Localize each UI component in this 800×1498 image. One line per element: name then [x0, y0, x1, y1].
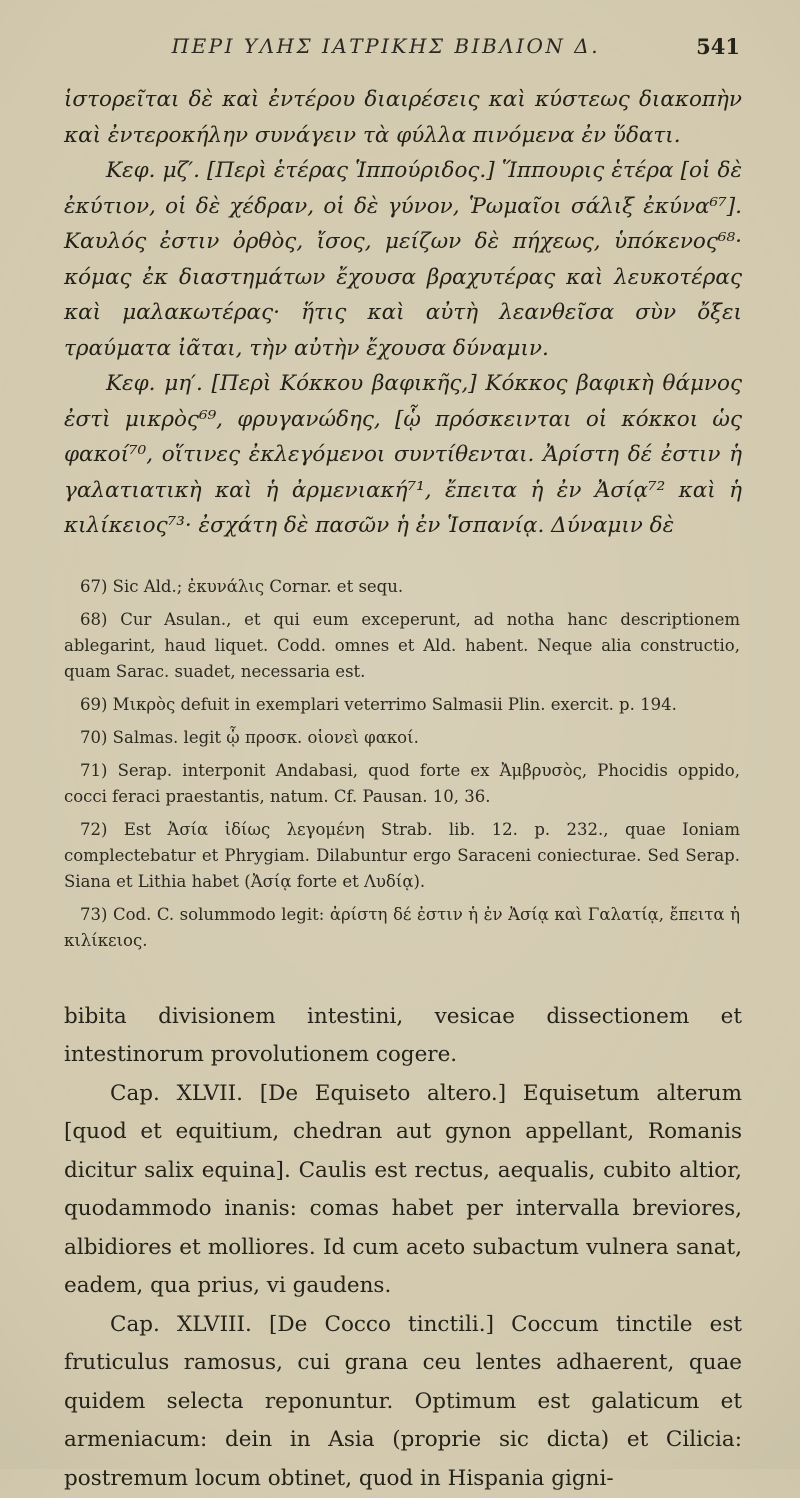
footnote-73: 73) Cod. C. solummodo legit: ἀρίστη δέ ἐστιν ἡ ἐν Ἀσίᾳ καὶ Γαλατίᾳ, ἔπειτα ἡ κιλίκειος.: [64, 902, 740, 954]
latin-paragraph-chapter-47: Cap. XLVII. [De Equiseto altero.] Equisetum alterum [quod et equitium, chedran aut gynon appellant, Romanis dicitur salix equina]. Caulis est rectus, aequalis, cubito altior, quodammodo inanis: comas habet per intervalla breviores, albidiores et molliores. Id cum aceto subactum vulnera sanat, eadem, qua prius, vi gaudens.: [64, 1075, 742, 1306]
footnote-69: 69) Μικρὸς defuit in exemplari veterrimo Salmasii Plin. exercit. p. 194.: [64, 692, 740, 718]
page-header: [64, 34, 742, 68]
greek-paragraph-chapter-48: Κεφ. μη′. [Περὶ Κόκκου βαφικῆς,] Κόκκος βαφικὴ θάμνος ἐστὶ μικρὸς⁶⁹, φρυγανώδης, [ᾧ πρόσκεινται οἱ κόκκοι ὡς φακοί⁷⁰, οἵτινες ἐκλεγόμενοι συντίθενται. Ἀρίστη δέ ἐστιν ἡ γαλατιατικὴ καὶ ἡ ἀρμενιακή⁷¹, ἔπειτα ἡ ἐν Ἀσίᾳ⁷² καὶ ἡ κιλίκειος⁷³· ἐσχάτη δὲ πασῶν ἡ ἐν Ἱσπανίᾳ. Δύναμιν δὲ: [64, 366, 742, 544]
footnote-67: 67) Sic Ald.; ἐκυνάλις Cornar. et sequ.: [64, 574, 740, 600]
greek-text-section: [64, 82, 742, 544]
latin-text-section: [64, 998, 742, 1498]
greek-paragraph-chapter-47: Κεφ. μζ′. [Περὶ ἑτέρας Ἱππούριδος.] Ἵππουρις ἑτέρα [οἱ δὲ ἐκύτιον, οἱ δὲ χέδραν, οἱ δὲ γύνον, Ῥωμαῖοι σάλιξ ἐκύνα⁶⁷]. Καυλός ἐστιν ὀρθὸς, ἴσος, μείζων δὲ πήχεως, ὑπόκενος⁶⁸· κόμας ἐκ διαστημάτων ἔχουσα βραχυτέρας καὶ λευκοτέρας καὶ μαλακωτέρας· ἥτις καὶ αὐτὴ λεανθεῖσα σὺν ὄξει τραύματα ἰᾶται, τὴν αὐτὴν ἔχουσα δύναμιν.: [64, 153, 742, 366]
footnote-72: 72) Est Ἀσία ἰδίως λεγομένη Strab. lib. 12. p. 232., quae Ioniam complectebatur et Phrygiam. Dilabuntur ergo Saraceni coniecturae. Sed Serap. Siana et Lithia habet (Ἀσίᾳ forte et Λυδίᾳ).: [64, 817, 740, 895]
footnote-68: 68) Cur Asulan., et qui eum exceperunt, ad notha hanc descriptionem ablegarint, haud liquet. Codd. omnes et Ald. habent. Neque alia constructio, quam Sarac. suadet, necessaria est.: [64, 607, 740, 685]
greek-paragraph-continuation: ἱστορεῖται δὲ καὶ ἐντέρου διαιρέσεις καὶ κύστεως διακοπὴν καὶ ἐντεροκήλην συνάγειν τὰ φύλλα πινόμενα ἐν ὕδατι.: [64, 82, 742, 153]
latin-paragraph-continuation: bibita divisionem intestini, vesicae dissectionem et intestinorum provolutionem cogere.: [64, 998, 742, 1075]
latin-paragraph-chapter-48: Cap. XLVIII. [De Cocco tinctili.] Coccum tinctile est fruticulus ramosus, cui grana ceu lentes adhaerent, quae quidem selecta reponuntur. Optimum est galaticum et armeniacum: dein in Asia (proprie sic dicta) et Cilicia: postremum locum obtinet, quod in Hispania gigni-: [64, 1306, 742, 1498]
footnotes-section: [64, 574, 742, 954]
page-number: 541: [696, 34, 740, 59]
running-title: ΠΕΡΙ ΥΛΗΣ ΙΑΤΡΙΚΗΣ ΒΙΒΛΙΟΝ Δ.: [172, 34, 600, 58]
footnote-71: 71) Serap. interponit Andabasi, quod forte ex Ἀμβρυσὸς, Phocidis oppido, cocci feraci praestantis, natum. Cf. Pausan. 10, 36.: [64, 758, 740, 810]
footnote-70: 70) Salmas. legit ᾧ προσκ. οἱονεὶ φακοί.: [64, 725, 740, 751]
